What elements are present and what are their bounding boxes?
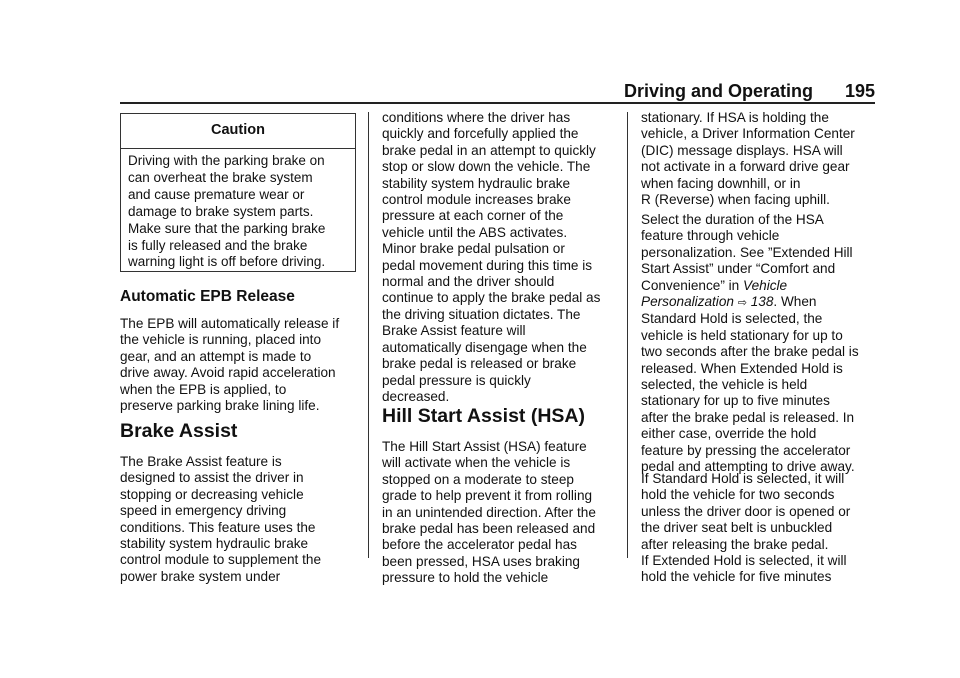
hsa-duration-text-b: . When Standard Hold is selected, the vehicle is held stationary for up to two seconds after the brake pedal is released. When Extended Hold is selected, the vehicle is held stationary for up to five minutes after the brake pedal is released. In either case, override the hold feature by pressing the accelerator pedal and attempting to drive away. (641, 294, 859, 475)
reference-page-number[interactable]: 138 (750, 294, 774, 310)
column-divider (368, 112, 369, 558)
caution-rule (121, 148, 355, 149)
brake-assist-text: The Brake Assist feature is designed to assist the driver in stopping or decreasing vehicle speed in emergency driving conditions. This feature uses the stability system hydraulic brake control module to supplement the power brake system under (120, 454, 322, 584)
hsa-duration-text-a: Select the duration of the HSA feature through vehicle personalization. See ”Extended Hill Start Assist” under “Comfort and Convenience” in (641, 212, 853, 293)
hold-behavior-paragraph: If Standard Hold is selected, it will hold the vehicle for two seconds unless the driver door is opened or the driver seat belt is unbuckled after releasing the brake pedal. If Extended Hold is selected, it will hold the vehicle for five minutes (641, 471, 851, 585)
reference-link-title-1[interactable]: Vehicle (743, 277, 788, 293)
page-reference-icon: ⇨ (737, 297, 747, 310)
page-header (120, 80, 875, 104)
caution-box (120, 113, 356, 272)
section-title: Driving and Operating (623, 81, 813, 101)
reference-link-title-2[interactable]: Personalization (641, 294, 734, 310)
caution-text: Driving with the parking brake on can overheat the brake system and cause premature wear or damage to brake system parts. Make sure that the parking brake is fully released and the brake warning light is off before driving. (128, 153, 326, 270)
heading-brake-assist: Brake Assist (120, 420, 238, 442)
hsa-continuation: stationary. If HSA is holding the vehicle, a Driver Information Center (DIC) message displays. HSA will not activate in a forward drive gear when facing downhill, or in R (Reverse) when facing uphill. (641, 110, 855, 208)
header-rule (120, 102, 875, 104)
page-number: 195 (844, 81, 875, 101)
column-divider (627, 112, 628, 558)
automatic-epb-text: The EPB will automatically release if the vehicle is running, placed into gear, and an attempt is made to drive away. Avoid rapid acceleration when the EPB is applied, to preserve parking brake lining life. (120, 316, 340, 414)
caution-title: Caution (211, 122, 265, 138)
heading-hill-start-assist: Hill Start Assist (HSA) (382, 405, 585, 427)
heading-automatic-epb-release: Automatic EPB Release (120, 288, 295, 305)
hsa-text: The Hill Start Assist (HSA) feature will activate when the vehicle is stopped on a moderate to steep grade to help prevent it from rolling in an unintended direction. After the brake pedal has been released and before the accelerator pedal has been pressed, HSA uses braking pressure to hold the vehicle (382, 439, 596, 586)
brake-assist-continuation: conditions where the driver has quickly and forcefully applied the brake pedal in an attempt to quickly stop or slow down the vehicle. The stability system hydraulic brake control module increases brake pressure at each corner of the vehicle until the ABS activates. Minor brake pedal pulsation or pedal movement during this time is normal and the driver should continue to apply the brake pedal as the driving situation dictates. The Brake Assist feature will automatically disengage when the brake pedal is released or brake pedal pressure is quickly decreased. (382, 110, 601, 404)
hsa-duration-paragraph (641, 212, 859, 476)
